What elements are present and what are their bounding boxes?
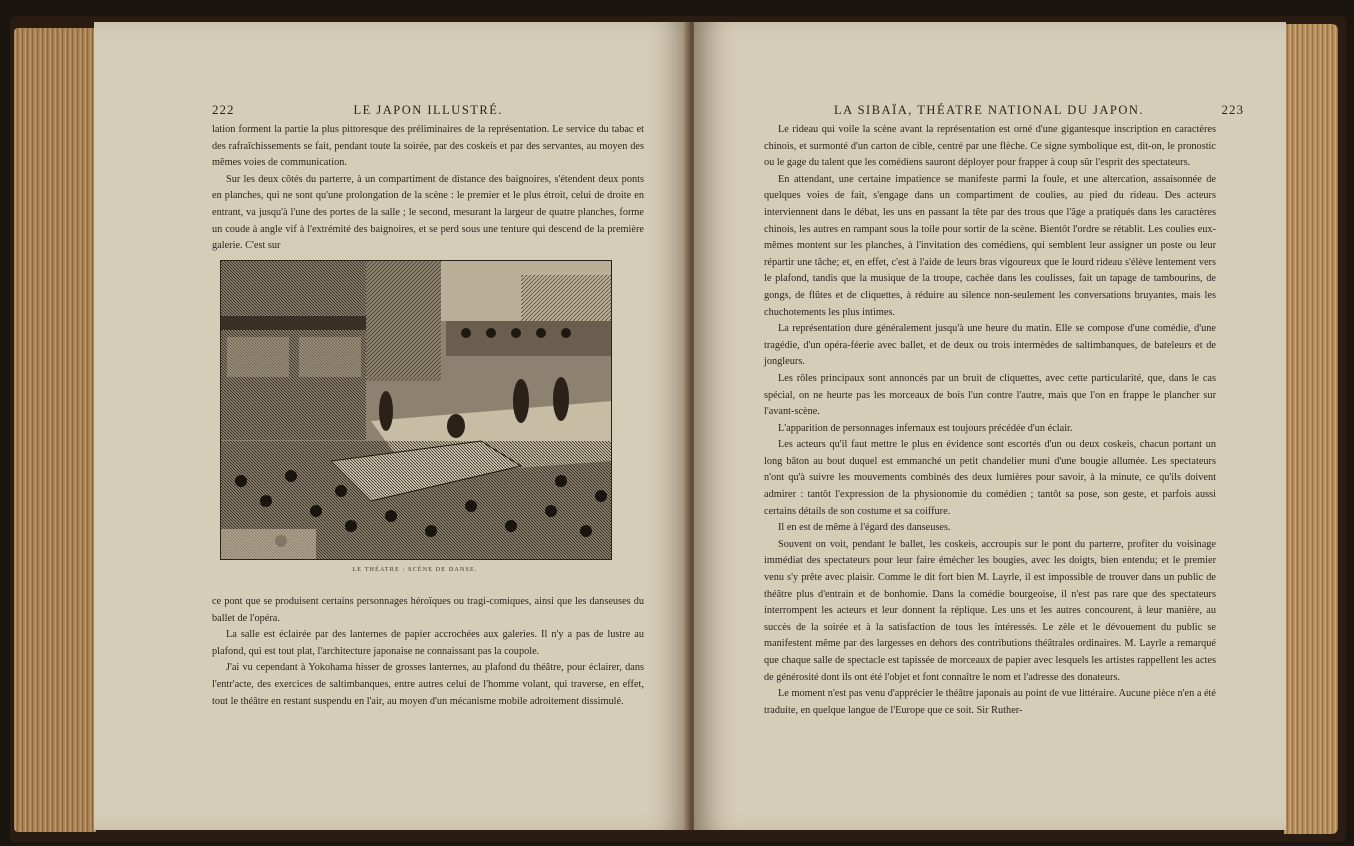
left-text-bottom bbox=[212, 594, 644, 710]
left-page-edges bbox=[14, 28, 96, 832]
paragraph: lation forment la partie la plus pittoresque des préliminaires de la représentation. Le service du tabac et des rafraîchissements se fait, pendant toute la soirée, par des coskeis et par des servantes, au moyen des mêmes voies de communication. bbox=[212, 124, 644, 169]
paragraph: ce pont que se produisent certains personnages héroïques ou tragi-comiques, ainsi que les danseuses du ballet de l'opéra. bbox=[212, 596, 644, 624]
figure-caption: LE THÉATRE : SCÈNE DE DANSE. bbox=[352, 567, 478, 573]
page-number: 223 bbox=[1221, 102, 1244, 117]
paragraph: Sur les deux côtés du parterre, à un compartiment de distance des baignoires, s'étendent deux ponts en planches, qui ne sont qu'une prolongation de la scène : le premier et le plus étroit, celui de droite en entrant, va jusqu'à l'une des portes de la salle ; le second, mesurant la largeur de quatre planches, forme un coude à angle vif à l'extrémité des baignoires, et se perd sous une tenture qui descend de la première galerie. C'est sur bbox=[212, 173, 644, 252]
paragraph: J'ai vu cependant à Yokohama hisser de grosses lanternes, au plafond du théâtre, pour éclairer, dans l'entr'acte, des exercices de saltimbanques, entre autres celui de l'homme volant, qui traverse, en effet, tout le théâtre en restant suspendu en l'air, au moyen d'un mécanisme mobile adroitement dissimulé. bbox=[212, 662, 644, 707]
left-text-top bbox=[212, 122, 644, 255]
paragraph: Il en est de même à l'égard des danseuses. bbox=[778, 522, 951, 534]
right-page-header bbox=[834, 102, 1244, 118]
paragraph: En attendant, une certaine impatience se manifeste parmi la foule, et une altercation, assaisonnée de quelques voies de fait, s'engage dans un compartiment de coulies, au pied du rideau. Des acteurs interviennent dans le débat, les uns en passant la tête par des trous que l'âge a pratiqués dans les caractères chinois, les autres en rampant sous la toile pour sortir de la scène. Bientôt l'ordre se rétablit. Les coulies eux-mêmes montent sur les planches, à l'invitation des comédiens, qui semblent leur assigner un poste ou leur répartir une tâche; et, en effet, c'est à l'aide de leurs bras vigoureux que le lourd rideau s'élève lentement vers le plafond, tandis que la musique de la troupe, cachée dans les coulisses, fait un tapage de tambourins, de gongs, de flûtes et de cliquettes, à réduire au silence non-seulement les conversations bruyantes, mais les chuchotements les plus intimes. bbox=[764, 173, 1216, 318]
running-title: LE JAPON ILLUSTRÉ. bbox=[353, 103, 504, 117]
right-text bbox=[764, 122, 1216, 719]
page-number: 222 bbox=[212, 102, 235, 117]
paragraph: Le moment n'est pas venu d'apprécier le théâtre japonais au point de vue littéraire. Aucune pièce n'en a été traduite, en quelque langue de l'Europe que ce soit. Sir Ruther- bbox=[764, 688, 1216, 716]
right-page bbox=[694, 22, 1286, 830]
paragraph: L'apparition de personnages infernaux est toujours précédée d'un éclair. bbox=[778, 422, 1073, 434]
paragraph: Les acteurs qu'il faut mettre le plus en évidence sont escortés d'un ou deux coskeis, chacun portant un long bâton au bout duquel est emmanché un petit chandelier muni d'une bougie allumée. Les spectateurs n'ont qu'à suivre les mouvements combinés des deux lumières pour savoir, à la minute, ce qu'ils doivent admirer : tantôt l'expression de la physionomie du comédien ; tantôt sa pose, son geste, et parfois aussi certains détails de son costume et sa coiffure. bbox=[764, 439, 1216, 517]
paragraph: La représentation dure généralement jusqu'à une heure du matin. Elle se compose d'une comédie, d'une tragédie, d'un opéra-féerie avec ballet, et de deux ou trois intermèdes de saltimbanques, de bateleurs et de jongleurs. bbox=[764, 323, 1216, 368]
right-page-edges bbox=[1284, 24, 1338, 834]
running-title: LA SIBAÏA, THÉATRE NATIONAL DU JAPON. bbox=[834, 103, 1145, 117]
paragraph: Souvent on voit, pendant le ballet, les coskeis, accroupis sur le pont du parterre, profiter du voisinage immédiat des spectateurs pour leur faire émécher les bougies, avec les doigts, bien entendu; et le premier venu s'y prête avec plaisir. Comme le dit fort bien M. Layrle, il est impossible de trouver dans un public de théâtre plus d'entrain et de bonhomie. Dans la comédie bourgeoise, il n'est pas rare que des spectateurs interrompent les acteurs et leur donnent la réplique. Les uns et les autres concourent, à leur manière, au succès de la soirée et à la satisfaction de tous les intéressés. Le zèle et le dévouement du public se manifestent même par des largesses en dehors des contributions théâtrales ordinaires. M. Layrle a remarqué que chaque salle de spectacle est tapissée de morceaux de papier avec lesquels les artistes rappellent les actes de générosité dont ils ont été l'objet et font connaître le nom et l'adresse des donateurs. bbox=[764, 538, 1216, 683]
paragraph: Les rôles principaux sont annoncés par un bruit de cliquettes, avec cette particularité, que, dans le cas spécial, on ne heurte pas les morceaux de bois l'un contre l'autre, mais que l'on en frappe le plancher sur l'avant-scène. bbox=[764, 372, 1216, 418]
left-page-header bbox=[212, 102, 642, 118]
theatre-engraving bbox=[220, 260, 612, 560]
paragraph: Le rideau qui voile la scène avant la représentation est orné d'une gigantesque inscription en caractères chinois, et surmonté d'un carton de cible, centré par une flèche. Ce signe symbolique est, dit-on, le pronostic ou le gage du talent que les comédiens sauront déployer pour frapper à coup sûr l'esprit des spectateurs. bbox=[764, 124, 1216, 169]
paragraph: La salle est éclairée par des lanternes de papier accrochées aux galeries. Il n'y a pas de lustre au plafond, qui est tout plat, l'architecture japonaise ne connaissant pas la coupole. bbox=[212, 629, 644, 657]
left-page bbox=[94, 22, 690, 830]
